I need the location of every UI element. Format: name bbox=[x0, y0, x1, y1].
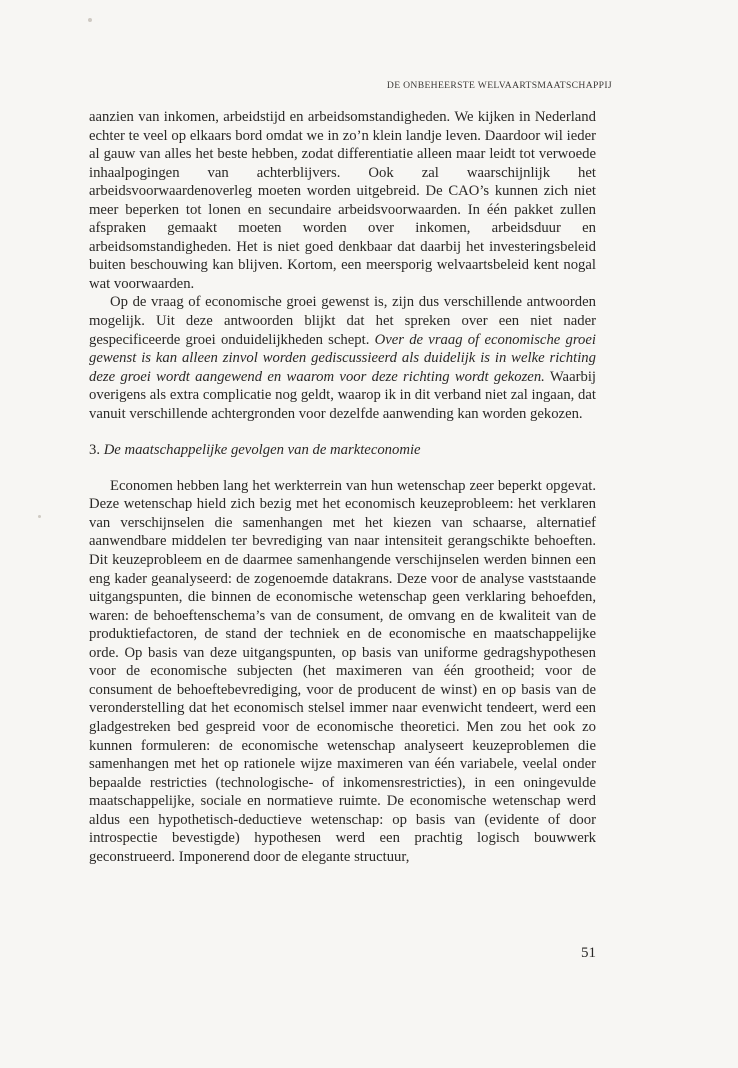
paper-speck bbox=[88, 18, 92, 22]
section-number: 3. bbox=[89, 442, 101, 459]
paragraph-2-text-end: Waarbij overigens als extra complicatie nog geldt, waarop ik in dit verband niet zal ingaan, dat vanuit verschillende achtergronden voor dezelfde aanwending kan worden gekozen. bbox=[89, 368, 596, 422]
paragraph-3: Economen hebben lang het werkterrein van hun wetenschap zeer beperkt opgevat. Deze wetenschap hield zich bezig met het economisch keuzeprobleem: het verklaren van verschijnselen die samenhangen met het kiezen van schaarse, alternatief aanwendbare middelen ter bevrediging van naar intensiteit gerangschikte behoeften. Dit keuzeprobleem en de daarmee samenhangende verschijnselen werden binnen een eng kader geanalyseerd: de zogenoemde datakrans. Deze voor de analyse vaststaande uitgangspunten, die binnen de economische wetenschap geen verklaring behoefden, waren: de behoeftenschema’s van de consument, de omvang en de kwaliteit van de produktiefactoren, de stand der techniek en de economische en maatschappelijke orde. Op basis van deze uitgangspunten, op basis van uniforme gedragshypothesen voor de economische subjecten (het maximeren van één grootheid; voor de consument de behoeftebevrediging, voor de producent de winst) en op basis van de veronderstelling dat het economisch stelsel immer naar evenwicht tendeert, werd een gladgestreken bed gespreid voor de economische theoretici. Men zou het ook zo kunnen formuleren: de economische wetenschap analyseert keuzeproblemen die samenhangen met het op rationele wijze maximeren van één variabele, veelal onder bepaalde restricties (technologische- of inkomensrestricties), in een oningevulde maatschappelijke, sociale en normatieve ruimte. De economische wetenschap werd aldus een hypothetisch-deductieve wetenschap: op basis van (evidente of door introspectie bevestigde) hypothesen werd een prachtig logisch bouwwerk geconstrueerd. Imponerend door de elegante structuur, bbox=[89, 477, 596, 865]
paragraph-2 bbox=[89, 293, 596, 423]
paragraph-2-emphasis: Over de vraag of economische groei gewenst is kan alleen zinvol worden gediscussieerd als duidelijk is in welke richting deze groei wordt aangewend en waarom voor deze richting wordt gekozen. bbox=[89, 331, 596, 385]
body-text bbox=[89, 108, 596, 866]
page-number: 51 bbox=[581, 945, 596, 961]
running-header: DE ONBEHEERSTE WELVAARTSMAATSCHAPPIJ bbox=[386, 80, 612, 91]
paragraph-1: aanzien van inkomen, arbeidstijd en arbeidsomstandigheden. We kijken in Nederland echter te veel op elkaars bord omdat we in zo’n klein landje leven. Daardoor wil ieder al gauw van alles het beste hebben, zodat differentiatie alleen maar leidt tot verwoede inhaalpogingen van achterblijvers. Ook zal waarschijnlijk het arbeidsvoorwaardenoverleg moeten worden uitgebreid. De CAO’s kunnen zich niet meer beperken tot lonen en secundaire arbeidsvoorwaarden. In één pakket zullen afspraken gemaakt moeten worden over inkomen, arbeidsduur en arbeidsomstandigheden. Het is niet goed denkbaar dat daarbij het investeringsbeleid buiten beschouwing kan blijven. Kortom, een meersporig welvaartsbeleid kent nogal wat voorwaarden. bbox=[89, 109, 596, 292]
paragraph-2-text: Op de vraag of economische groei gewenst is, zijn dus verschillende antwoorden mogelijk. Uit deze antwoorden blijkt dat het spreken over een niet nader gespecificeerde groei onduidelijkheden schept. bbox=[89, 294, 596, 348]
paper-speck bbox=[38, 515, 41, 518]
section-heading bbox=[89, 441, 596, 460]
section-title: De maatschappelijke gevolgen van de markteconomie bbox=[103, 442, 421, 459]
